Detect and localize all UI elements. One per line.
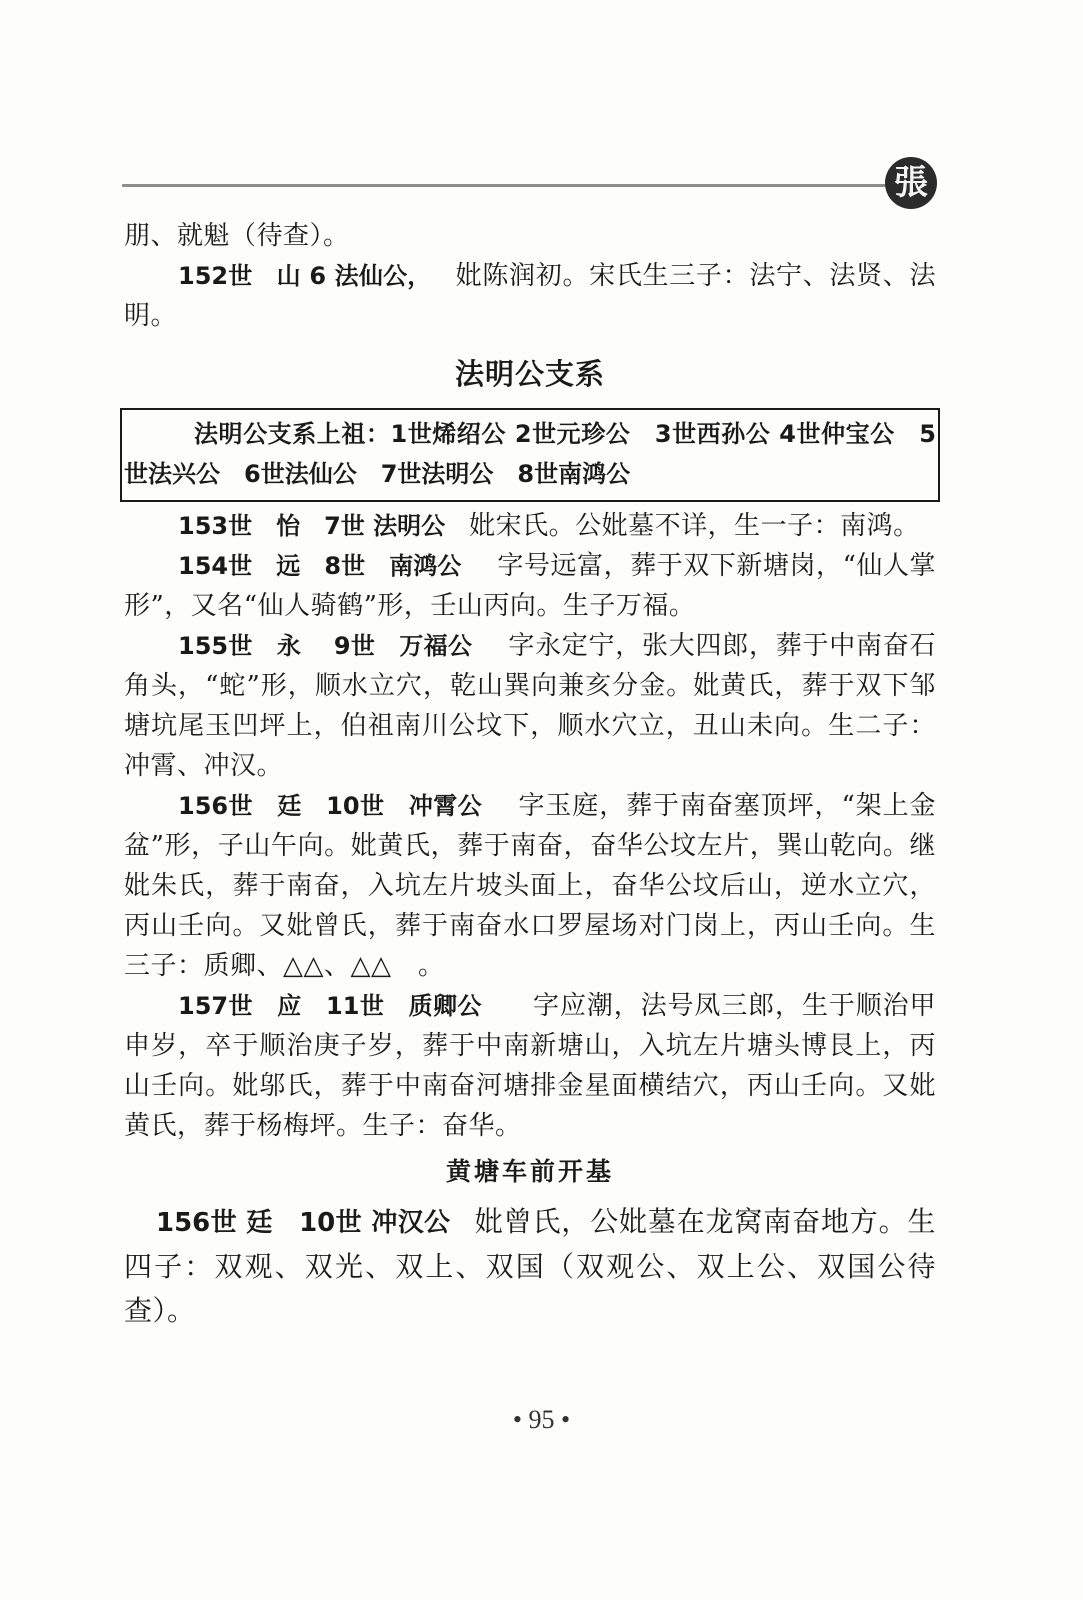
entry-156b-text: 妣曾氏，公妣墓在龙窝南奋地方。生四子：双观、双光、双上、双国（双观公、双上公、双国公待查）。 xyxy=(124,1205,936,1327)
entry-152-text: 妣陈润初。宋氏生三子：法宁、法贤、法明。 xyxy=(124,261,936,331)
entry-154 xyxy=(124,546,936,626)
subsection-title: 黄塘车前开基 xyxy=(445,1157,614,1186)
entry-154-lead: 154世 远 8世 南鸿公 xyxy=(178,552,462,580)
section-title: 法明公支系 xyxy=(454,357,605,391)
entry-152 xyxy=(124,256,936,336)
entry-156-lead: 156世 廷 10世 冲霄公 xyxy=(178,792,483,820)
entry-154-text: 字号远富，葬于双下新塘岗，“仙人掌形”，又名“仙人骑鹤”形，壬山丙向。生子万福。 xyxy=(124,551,937,621)
page-content xyxy=(124,216,936,1333)
entry-152-lead: 152世 山 6 法仙公， xyxy=(178,262,432,290)
entry-155-text: 字永定宁，张大四郎，葬于中南奋石角头，“蛇”形，顺水立穴，乾山巽向兼亥分金。妣黄氏，葬于双下邹塘坑尾玉凹坪上，伯祖南川公坟下，顺水穴立，丑山未向。生二子：冲霄、冲汉。 xyxy=(124,631,936,781)
entry-156-text: 字玉庭，葬于南奋塞顶坪，“架上金盆”形，子山午向。妣黄氏，葬于南奋，奋华公坟左片，巽山乾向。继妣朱氏，葬于南奋，入坑左片坡头面上，奋华公坟后山，逆水立穴，丙山壬向。又妣曾氏，葬于南奋水口罗屋场对门岗上，丙山壬向。生三子：质卿、△△、△△ 。 xyxy=(124,791,936,981)
entry-153-text: 妣宋氏。公妣墓不详，生一子：南鸿。 xyxy=(469,511,920,541)
entry-156 xyxy=(124,786,936,986)
entry-153 xyxy=(124,506,936,546)
entry-157 xyxy=(124,986,936,1146)
surname-seal: 張 xyxy=(885,157,937,209)
paragraph-continuation: 朋、就魁（待查）。 xyxy=(124,221,350,251)
ancestor-box: 法明公支系上祖：1世烯绍公 2世元珍公 3世西孙公 4世仲宝公 5世法兴公 6世法仙公 7世法明公 8世南鸿公 xyxy=(120,408,940,502)
page-number: • 95 • xyxy=(512,1405,571,1434)
entry-156b xyxy=(124,1200,936,1333)
entry-157-lead: 157世 应 11世 质卿公 xyxy=(178,992,482,1020)
entry-157-text: 字应潮，法号凤三郎，生于顺治甲申岁，卒于顺治庚子岁，葬于中南新塘山，入坑左片塘头博艮上，丙山壬向。妣邬氏，葬于中南奋河塘排金星面横结穴，丙山壬向。又妣黄氏，葬于杨梅坪。生子：奋华。 xyxy=(124,991,936,1141)
entry-156b-lead: 156世 廷 10世 冲汉公 xyxy=(156,1208,451,1238)
entry-155-lead: 155世 永 9世 万福公 xyxy=(178,632,473,660)
entry-153-lead: 153世 怡 7世 法明公 xyxy=(178,512,446,540)
entry-155 xyxy=(124,626,936,786)
header-rule xyxy=(122,184,900,187)
